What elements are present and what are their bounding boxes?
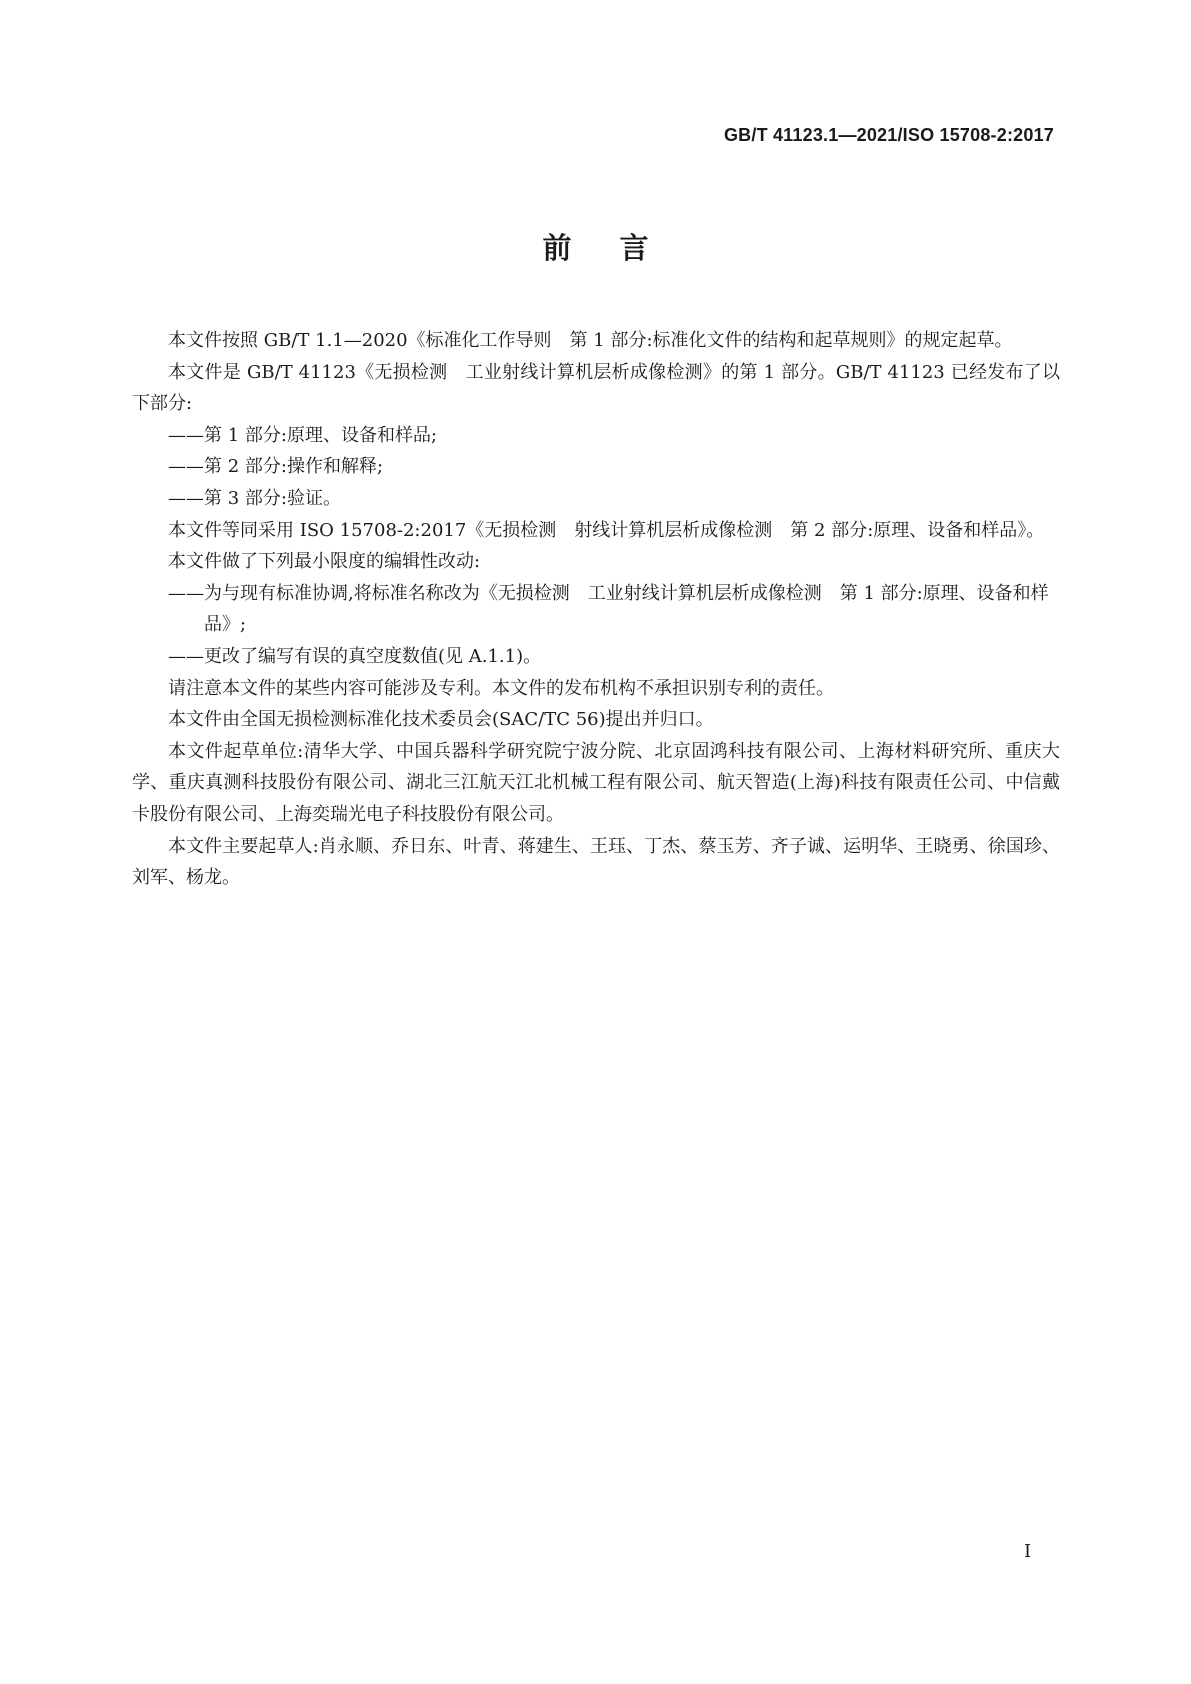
paragraph-editorial-changes: 本文件做了下列最小限度的编辑性改动:: [168, 551, 481, 573]
paragraph-iso-adoption: 本文件等同采用 ISO 15708-2:2017《无损检测 射线计算机层析成像检测 第 2 部分:原理、设备和样品》。: [168, 519, 1045, 541]
list-item-title-change: ——为与现有标准协调,将标准名称改为《无损检测 工业射线计算机层析成像检测 第 1 部分:原理、设备和样品》;: [168, 582, 1049, 636]
standard-number-header: GB/T 41123.1—2021/ISO 15708-2:2017: [723, 125, 1054, 145]
list-item-part-2: ——第 2 部分:操作和解释;: [168, 456, 384, 478]
list-item-part-1: ——第 1 部分:原理、设备和样品;: [168, 424, 438, 446]
list-item-vacuum-correction: ——更改了编写有误的真空度数值(见 A.1.1)。: [168, 645, 542, 667]
page-title: 前言: [542, 231, 697, 265]
paragraph-proposer: 本文件由全国无损检测标准化技术委员会(SAC/TC 56)提出并归口。: [168, 709, 714, 731]
foreword-body: [132, 325, 1060, 894]
paragraph-drafting-rules: 本文件按照 GB/T 1.1—2020《标准化工作导则 第 1 部分:标准化文件的结构和起草规则》的规定起草。: [168, 330, 1013, 351]
paragraph-patent-notice: 请注意本文件的某些内容可能涉及专利。本文件的发布机构不承担识别专利的责任。: [168, 677, 834, 699]
list-item-part-3: ——第 3 部分:验证。: [168, 487, 341, 509]
paragraph-main-drafters: 本文件主要起草人:肖永顺、乔日东、叶青、蒋建生、王珏、丁杰、蔡玉芳、齐子诚、运明华、王晓勇、徐国珍、刘军、杨龙。: [132, 835, 1060, 889]
page-number: I: [1024, 1541, 1032, 1562]
paragraph-series-parts: 本文件是 GB/T 41123《无损检测 工业射线计算机层析成像检测》的第 1 部分。GB/T 41123 已经发布了以下部分:: [132, 361, 1060, 415]
paragraph-drafting-organizations: 本文件起草单位:清华大学、中国兵器科学研究院宁波分院、北京固鸿科技有限公司、上海材料研究所、重庆大学、重庆真测科技股份有限公司、湖北三江航天江北机械工程有限公司、航天智造(上海)科技有限责任公司、中信戴卡股份有限公司、上海奕瑞光电子科技股份有限公司。: [132, 740, 1060, 825]
